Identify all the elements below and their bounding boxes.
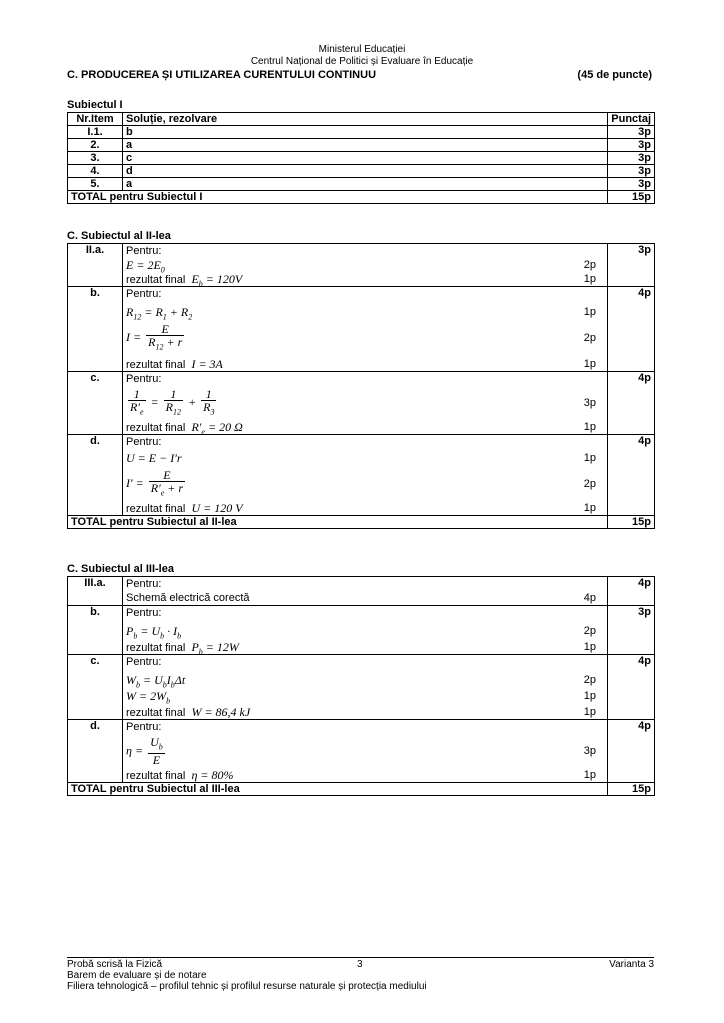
total-points: 15p xyxy=(608,191,655,204)
table-row xyxy=(68,244,655,287)
result-label: rezultat final xyxy=(126,359,186,371)
points-cell: 4p xyxy=(608,287,655,372)
step xyxy=(126,501,604,515)
step-points: 1p xyxy=(583,306,596,318)
step-points: 1p xyxy=(583,358,596,370)
step xyxy=(126,305,604,322)
formula: U = 120 V xyxy=(191,501,243,515)
step xyxy=(126,705,604,719)
points-cell: 4p xyxy=(608,435,655,516)
pentru-label: Pentru: xyxy=(126,656,162,668)
formula: $P_b = U_b \cdot I_b$ xyxy=(126,624,182,641)
item-cell: 2. xyxy=(68,139,123,152)
total-row xyxy=(68,191,655,204)
footer-exam: Probă scrisă la Fizică xyxy=(67,959,163,970)
step xyxy=(126,388,604,418)
item-cell: c. xyxy=(68,655,123,720)
footer-line-2: Barem de evaluare și de notare xyxy=(67,970,207,981)
step-points: 1p xyxy=(583,641,596,653)
table-row xyxy=(68,165,655,178)
result-label: rezultat final xyxy=(126,770,186,782)
pentru-label: Pentru: xyxy=(126,436,162,448)
title-text: C. PRODUCEREA ȘI UTILIZAREA CURENTULUI CONTINUU xyxy=(67,69,377,81)
points-cell: 3p xyxy=(608,606,655,655)
item-cell: d. xyxy=(68,435,123,516)
formula: η = 80% xyxy=(191,768,234,782)
item-cell: b. xyxy=(68,606,123,655)
step xyxy=(126,689,604,706)
section-heading-3: C. Subiectul al III-lea xyxy=(67,563,174,575)
footer-line-1 xyxy=(67,959,654,970)
points-cell: 3p xyxy=(608,139,655,152)
step xyxy=(126,420,604,437)
table-subiect-2 xyxy=(67,243,655,529)
formula: $E_b = 120V$ xyxy=(191,272,243,289)
result-label: rezultat final xyxy=(126,503,186,515)
table-row xyxy=(68,655,655,720)
step-points: 1p xyxy=(583,273,596,285)
step xyxy=(126,258,604,275)
step-points: 2p xyxy=(583,332,596,344)
formula: η = $\frac{U_b}{E}$ xyxy=(126,735,163,768)
formula: U = E − I′r xyxy=(126,451,182,465)
pentru-label: Pentru: xyxy=(126,578,162,590)
solution-cell xyxy=(123,655,608,720)
table-row xyxy=(68,152,655,165)
footer-line-3: Filiera tehnologică – profilul tehnic și profilul resurse naturale și protecția mediului xyxy=(67,981,427,992)
points-cell: 3p xyxy=(608,165,655,178)
pentru-label: Pentru: xyxy=(126,607,162,619)
item-cell: 4. xyxy=(68,165,123,178)
table-row xyxy=(68,606,655,655)
answer-cell: d xyxy=(123,165,608,178)
table-subiect-3 xyxy=(67,576,655,796)
formula: $P_b = 12W$ xyxy=(191,640,239,657)
item-cell: III.a. xyxy=(68,577,123,606)
table-row xyxy=(68,178,655,191)
col-sol-header: Soluție, rezolvare xyxy=(123,113,608,126)
result-label: rezultat final xyxy=(126,422,186,434)
item-cell: I.1. xyxy=(68,126,123,139)
step xyxy=(126,624,604,641)
formula: W = 86,4 kJ xyxy=(191,705,251,719)
formula: $W_b = U_bI_b\Delta t$ xyxy=(126,673,186,690)
title-points: (45 de puncte) xyxy=(577,69,652,81)
step-points: 3p xyxy=(583,745,596,757)
points-cell: 4p xyxy=(608,720,655,783)
step-points: 1p xyxy=(583,502,596,514)
step-points: 4p xyxy=(583,592,596,604)
item-cell: b. xyxy=(68,287,123,372)
step xyxy=(126,451,604,465)
answer-cell: a xyxy=(123,178,608,191)
page-number: 3 xyxy=(357,959,363,970)
answer-cell: a xyxy=(123,139,608,152)
table-row xyxy=(68,720,655,783)
formula: $W = 2W_b$ xyxy=(126,689,171,706)
step xyxy=(126,357,604,371)
points-cell: 3p xyxy=(608,152,655,165)
table-row xyxy=(68,287,655,372)
solution-cell xyxy=(123,244,608,287)
solution-cell xyxy=(123,577,608,606)
col-pts-header: Punctaj xyxy=(608,113,655,126)
step-points: 1p xyxy=(583,690,596,702)
formula: I = $\frac{E}{R_{12} + r}$ xyxy=(126,322,183,352)
step-points: 3p xyxy=(583,397,596,409)
table-row xyxy=(68,139,655,152)
footer xyxy=(67,957,654,992)
total-label: TOTAL pentru Subiectul al III-lea xyxy=(68,783,608,796)
formula: $E = 2E_0$ xyxy=(126,258,165,275)
result-label: rezultat final xyxy=(126,274,186,286)
formula: $R_{12} = R_1 + R_2$ xyxy=(126,305,193,322)
pentru-label: Pentru: xyxy=(126,373,162,385)
section-heading-2: C. Subiectul al II-lea xyxy=(67,230,171,242)
formula: $R'_e = 20$ Ω xyxy=(191,420,243,437)
step-points: 1p xyxy=(583,706,596,718)
formula: I = 3A xyxy=(191,357,223,371)
step-points: 1p xyxy=(583,452,596,464)
result-label: rezultat final xyxy=(126,707,186,719)
answer-cell: b xyxy=(123,126,608,139)
item-cell: c. xyxy=(68,372,123,435)
step xyxy=(126,591,604,605)
formula: $\frac{1}{R'_e}$ = $\frac{1}{R_{12}}$ + $\frac{1}{R_3}$ xyxy=(130,387,215,417)
col-item-header: Nr.Item xyxy=(68,113,123,126)
step-points: 1p xyxy=(583,769,596,781)
points-cell: 4p xyxy=(608,577,655,606)
footer-variant: Varianta 3 xyxy=(609,959,654,970)
table-row xyxy=(68,577,655,606)
total-points: 15p xyxy=(608,783,655,796)
solution-cell xyxy=(123,435,608,516)
total-points: 15p xyxy=(608,516,655,529)
solution-cell xyxy=(123,720,608,783)
table-row xyxy=(68,372,655,435)
pentru-label: Pentru: xyxy=(126,288,162,300)
step xyxy=(126,272,604,289)
total-label: TOTAL pentru Subiectul I xyxy=(68,191,608,204)
table-row xyxy=(68,126,655,139)
total-row xyxy=(68,516,655,529)
pentru-label: Pentru: xyxy=(126,245,162,257)
table-row xyxy=(68,435,655,516)
item-cell: d. xyxy=(68,720,123,783)
step-points: 1p xyxy=(583,421,596,433)
total-label: TOTAL pentru Subiectul al II-lea xyxy=(68,516,608,529)
item-cell: II.a. xyxy=(68,244,123,287)
solution-cell xyxy=(123,606,608,655)
step xyxy=(126,323,604,353)
step xyxy=(126,469,604,499)
pentru-label: Pentru: xyxy=(126,721,162,733)
answer-cell: c xyxy=(123,152,608,165)
page-title xyxy=(67,69,654,81)
step-points: 2p xyxy=(583,674,596,686)
step-points: 2p xyxy=(583,478,596,490)
center-name: Centrul Național de Politici și Evaluare în Educație xyxy=(250,56,474,67)
step xyxy=(126,768,604,782)
result-label: rezultat final xyxy=(126,642,186,654)
points-cell: 3p xyxy=(608,244,655,287)
step xyxy=(126,736,604,766)
section-heading-1: Subiectul I xyxy=(67,99,123,111)
points-cell: 4p xyxy=(608,655,655,720)
step-points: 2p xyxy=(583,259,596,271)
points-cell: 3p xyxy=(608,126,655,139)
total-row xyxy=(68,783,655,796)
solution-cell xyxy=(123,372,608,435)
points-cell: 4p xyxy=(608,372,655,435)
step-text: Schemă electrică corectă xyxy=(126,592,250,604)
table-header-row xyxy=(68,113,655,126)
points-cell: 3p xyxy=(608,178,655,191)
step-points: 2p xyxy=(583,625,596,637)
step xyxy=(126,673,604,690)
item-cell: 3. xyxy=(68,152,123,165)
step xyxy=(126,640,604,657)
ministry-name: Ministerul Educației xyxy=(318,44,406,55)
table-subiect-1 xyxy=(67,112,655,204)
solution-cell xyxy=(123,287,608,372)
formula: I′ = $\frac{E}{R'_e + r}$ xyxy=(126,468,184,498)
item-cell: 5. xyxy=(68,178,123,191)
